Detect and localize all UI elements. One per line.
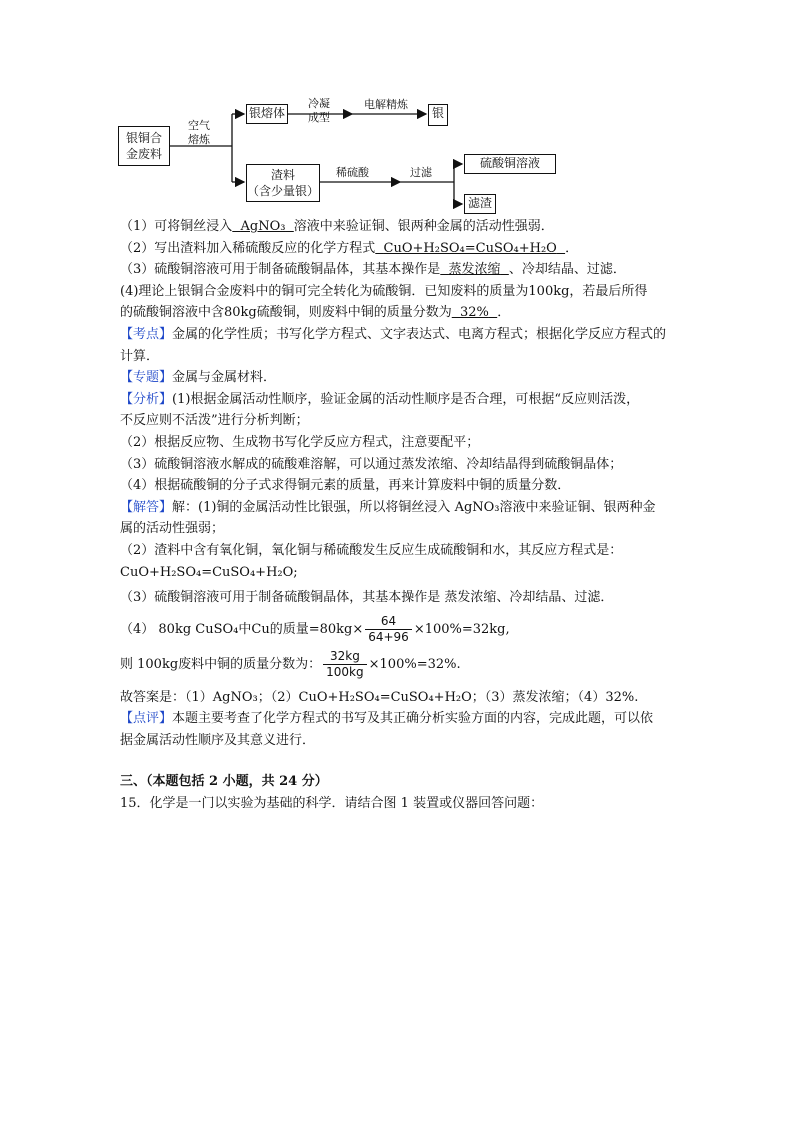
- q2-suffix: ．: [565, 240, 579, 256]
- q3-prefix: （3）硫酸铜溶液可用于制备硫酸铜晶体，其基本操作是: [120, 262, 441, 278]
- step1-label: [188, 119, 210, 147]
- jieda-line2: 属的活动性强弱；: [120, 521, 225, 537]
- fenxi-tag: 【分析】: [120, 391, 173, 407]
- question-2: [120, 238, 690, 260]
- q2-answer: [375, 241, 565, 256]
- jieda-line7: [120, 647, 690, 683]
- line7-prefix: 则 100kg废料中铜的质量分数为：: [120, 656, 322, 672]
- q4-suffix: ．: [497, 305, 511, 321]
- jieda-line6: [120, 613, 690, 647]
- question-1: [120, 216, 690, 238]
- q1-prefix: （1）可将铜丝浸入: [120, 219, 233, 234]
- fraction-64-over-160: [365, 614, 412, 645]
- dianping-tag: 【点评】: [120, 711, 173, 727]
- q1-answer: [232, 219, 294, 234]
- zhuanti-tag: 【专题】: [120, 370, 173, 386]
- frac2-denominator: 100kg: [326, 664, 364, 679]
- q3-answer-text: 蒸发浓缩: [448, 262, 501, 278]
- line7-suffix: ×100%=32%.: [368, 656, 461, 672]
- fenxi-text1: (1)根据金属活动性顺序，验证金属的活动性顺序是否合理，可根据“反应则活泼，: [172, 391, 640, 407]
- slag-box: [246, 164, 320, 202]
- question-3: [120, 259, 690, 281]
- slag-line2: （含少量银）: [247, 184, 320, 198]
- q4-answer: [452, 305, 497, 320]
- document-body: [120, 216, 690, 815]
- q3-suffix: 、冷却结晶、过滤．: [508, 262, 626, 278]
- frac2-numerator: 32kg: [323, 649, 366, 665]
- line6-suffix: ×100%=32kg,: [413, 621, 510, 637]
- dianping-line1: [120, 708, 690, 730]
- step5-label: 过滤: [410, 166, 432, 179]
- jieda-line1: [120, 497, 690, 519]
- kaodian-tag: 【考点】: [120, 326, 173, 342]
- raw-material-box: [118, 126, 170, 166]
- step1-line1: 空气: [188, 119, 210, 132]
- question-15: 15．化学是一门以实验为基础的科学．请结合图 1 装置或仪器回答问题：: [120, 796, 544, 812]
- fenxi-line4: （3）硫酸铜溶液水解成的硫酸难溶解，可以通过蒸发浓缩、冷却结晶得到硫酸铜晶体；: [120, 456, 623, 472]
- q1-answer-text: AgNO₃: [240, 219, 286, 234]
- q1-suffix: 溶液中来验证铜、银两种金属的活动性强弱．: [293, 219, 554, 234]
- kaodian-line2: 计算．: [120, 348, 160, 364]
- kaodian-line1: [120, 324, 690, 346]
- raw-label-line1: 银铜合: [125, 131, 162, 145]
- dianping-text1: 本题主要考查了化学方程式的书写及其正确分析实验方面的内容，完成此题，可以依: [172, 711, 654, 727]
- residue-box: 滤渣: [464, 194, 496, 214]
- step4-label: 稀硫酸: [336, 166, 369, 179]
- q2-answer-text: CuO+H₂SO₄=CuSO₄+H₂O: [383, 240, 557, 256]
- q4-answer-text: 32%: [460, 305, 489, 321]
- fenxi-line5: （4）根据硫酸铜的分子式求得铜元素的质量，再来计算废料中铜的质量分数．: [120, 478, 571, 494]
- q2-prefix: （2）写出渣料加入稀硫酸反应的化学方程式: [120, 240, 376, 256]
- fenxi-line2: 不反应则不活泼”进行分析判断；: [120, 413, 309, 429]
- raw-label-line2: 金废料: [125, 147, 162, 161]
- jieda-line5: （3）硫酸铜溶液可用于制备硫酸铜晶体，其基本操作是 蒸发浓缩、冷却结晶、过滤．: [120, 590, 614, 606]
- jieda-tag: 【解答】: [120, 499, 173, 515]
- fenxi-line3: （2）根据反应物、生成物书写化学反应方程式，注意要配平；: [120, 434, 480, 450]
- frac1-denominator: 64+96: [368, 629, 409, 644]
- step2-line2: 成型: [308, 111, 330, 124]
- step3-label: 电解精炼: [364, 98, 408, 111]
- slag-line1: 渣料: [270, 168, 295, 182]
- frac1-numerator: 64: [365, 614, 412, 630]
- jieda-text1: 解：(1)铜的金属活动性比银强，所以将铜丝浸入 AgNO₃溶液中来验证铜、银两种金: [172, 499, 656, 515]
- zhuanti-text: 金属与金属材料．: [172, 370, 277, 386]
- answer-summary: 故答案是：（1）AgNO₃；（2）CuO+H₂SO₄=CuSO₄+H₂O；（3）蒸发浓缩；（4）32%.: [120, 689, 639, 705]
- step2-line1: 冷凝: [308, 97, 330, 110]
- question-4-line2: [120, 302, 690, 324]
- q3-answer: [440, 262, 509, 277]
- solution-box: 硫酸铜溶液: [464, 154, 556, 174]
- silver-box: 银: [428, 104, 448, 126]
- question-4-line1: (4)理论上银铜合金废料中的铜可完全转化为硫酸铜．已知废料的质量为100kg，若最后所得: [120, 283, 648, 299]
- melt-box: 银熔体: [246, 104, 288, 124]
- q4-prefix: 的硫酸铜溶液中含80kg硫酸铜，则废料中铜的质量分数为: [120, 305, 452, 321]
- step2-label: [308, 97, 330, 125]
- fraction-32kg-over-100kg: [323, 649, 366, 680]
- section-3-title: 三、（本题包括 2 小题，共 24 分）: [120, 774, 328, 790]
- jieda-line4: CuO+H₂SO₄=CuSO₄+H₂O;: [120, 564, 298, 580]
- fenxi-line1: [120, 389, 690, 411]
- dianping-line2: 据金属活动性顺序及其意义进行．: [120, 732, 316, 748]
- kaodian-text1: 金属的化学性质；书写化学方程式、文字表达式、电离方程式；根据化学反应方程式的: [172, 326, 667, 342]
- jieda-line3: （2）渣料中含有氧化铜，氧化铜与稀硫酸发生反应生成硫酸铜和水，其反应方程式是：: [120, 542, 623, 558]
- line6-prefix: （4） 80kg CuSO₄中Cu的质量=80kg×: [120, 621, 364, 637]
- process-flow-diagram: [118, 92, 578, 218]
- step1-line2: 熔炼: [188, 133, 210, 146]
- zhuanti-line: [120, 367, 690, 389]
